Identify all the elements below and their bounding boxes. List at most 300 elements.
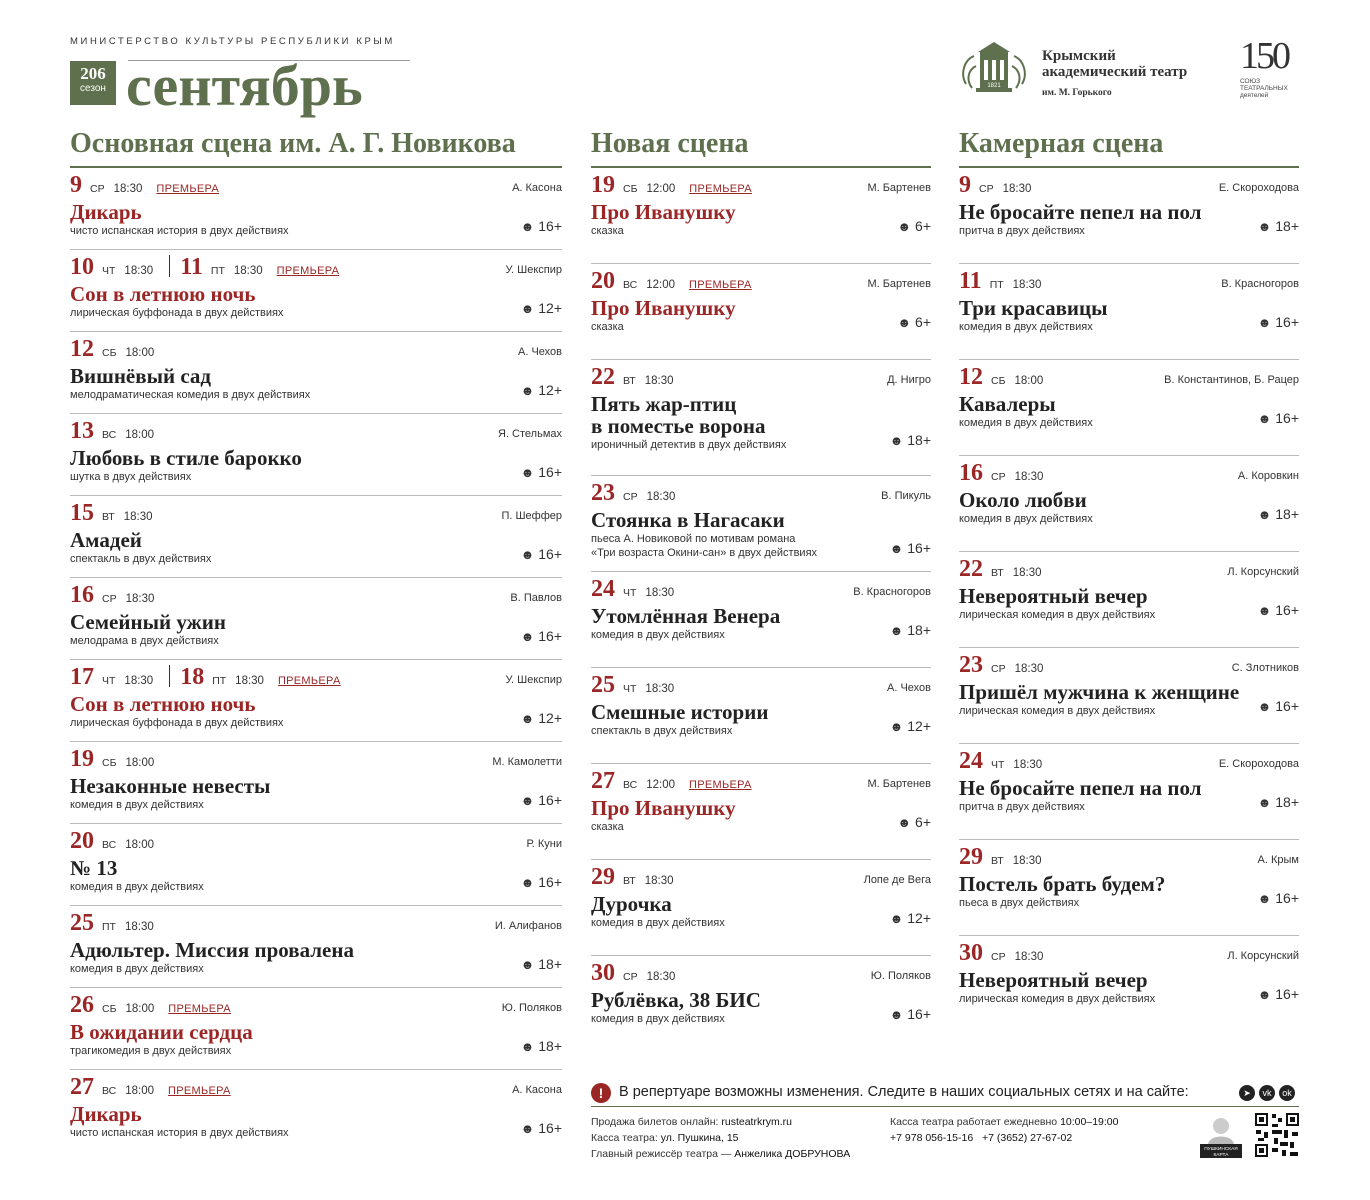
age-rating-value: 16+ bbox=[538, 792, 562, 808]
event-day: 17 bbox=[70, 664, 94, 690]
event-title bbox=[70, 857, 117, 879]
event-time: 12:00 bbox=[646, 279, 676, 291]
theatre-mask-icon: ☻ bbox=[889, 719, 904, 734]
event-date-line bbox=[591, 672, 674, 702]
event-weekday: ВС bbox=[102, 1085, 117, 1097]
age-rating bbox=[897, 314, 931, 330]
age-rating bbox=[521, 382, 562, 398]
event-date-line bbox=[70, 582, 154, 612]
age-rating-value: 16+ bbox=[1275, 602, 1299, 618]
event-card bbox=[70, 660, 562, 742]
event-description: комедия в двух действиях bbox=[959, 321, 1093, 333]
event-card bbox=[70, 414, 562, 496]
footer-right bbox=[890, 1114, 1118, 1146]
event-title-line1: Пять жар-птиц bbox=[591, 392, 737, 416]
event-day: 24 bbox=[959, 748, 983, 774]
event-date-line bbox=[591, 364, 674, 394]
theatre-name-line3: им. М. Горького bbox=[1042, 88, 1112, 98]
event-author: В. Пикуль bbox=[881, 490, 931, 502]
event-weekday: ПТ bbox=[989, 279, 1004, 291]
event-title-line1: Смешные истории bbox=[591, 700, 769, 724]
column-title: Новая сцена bbox=[591, 124, 931, 168]
event-time: 18:30 bbox=[1014, 471, 1044, 483]
ok-icon[interactable]: ok bbox=[1279, 1085, 1295, 1101]
theatre-name bbox=[1042, 48, 1187, 101]
event-date-line bbox=[70, 746, 154, 776]
event-author: Ю. Поляков bbox=[501, 1002, 562, 1014]
event-description: комедия в двух действиях bbox=[591, 1013, 725, 1025]
event-time: 12:00 bbox=[646, 183, 676, 195]
age-rating bbox=[1258, 314, 1299, 330]
tickets-label: Продажа билетов онлайн: bbox=[591, 1116, 719, 1128]
age-rating bbox=[521, 546, 562, 562]
telegram-icon[interactable]: ➤ bbox=[1239, 1085, 1255, 1101]
event-weekday: ВС bbox=[623, 779, 638, 791]
event-card bbox=[70, 578, 562, 660]
theatre-mask-icon: ☻ bbox=[1257, 315, 1272, 330]
event-day: 16 bbox=[959, 460, 983, 486]
event-weekday: ЧТ bbox=[102, 675, 116, 687]
event-title-line1: № 13 bbox=[70, 856, 118, 880]
theatre-mask-icon: ☻ bbox=[897, 815, 912, 830]
event-description: сказка bbox=[591, 821, 624, 833]
event-time: 18:00 bbox=[125, 757, 155, 769]
event-card bbox=[70, 332, 562, 414]
event-title bbox=[959, 585, 1148, 607]
event-date-line bbox=[959, 460, 1043, 490]
event-card bbox=[591, 360, 931, 476]
age-rating-value: 12+ bbox=[907, 910, 931, 926]
event-day: 25 bbox=[591, 672, 615, 698]
event-title-line1: Семейный ужин bbox=[70, 610, 226, 634]
theatre-mask-icon: ☻ bbox=[520, 383, 535, 398]
event-title-line1: Амадей bbox=[70, 528, 142, 552]
event-title bbox=[591, 393, 765, 437]
event-card bbox=[591, 264, 931, 360]
theatre-mask-icon: ☻ bbox=[1257, 699, 1272, 714]
event-title bbox=[70, 1103, 142, 1125]
event-card bbox=[959, 648, 1299, 744]
theatre-name-line2: академический театр bbox=[1042, 64, 1188, 80]
event-list bbox=[959, 168, 1299, 1031]
premiere-badge: ПРЕМЬЕРА bbox=[276, 265, 340, 277]
event-day: 12 bbox=[70, 336, 94, 362]
event-date-line bbox=[959, 172, 1031, 202]
theatre-mask-icon: ☻ bbox=[520, 547, 535, 562]
event-author: И. Алифанов bbox=[494, 920, 562, 932]
phone-1[interactable]: +7 978 056-15-16 bbox=[890, 1132, 974, 1144]
event-day: 26 bbox=[70, 992, 94, 1018]
event-title bbox=[70, 529, 142, 551]
event-day: 29 bbox=[959, 844, 983, 870]
event-description: «Три возраста Окини-сан» в двух действиях bbox=[591, 547, 818, 559]
event-day: 12 bbox=[959, 364, 983, 390]
age-rating-value: 18+ bbox=[538, 1038, 562, 1054]
theatre-name-line1: Крымский bbox=[1042, 48, 1116, 64]
event-date-line bbox=[70, 172, 219, 202]
event-day: 18 bbox=[180, 664, 205, 690]
event-weekday: ВТ bbox=[991, 855, 1004, 867]
event-author: А. Касона bbox=[512, 1084, 562, 1096]
premiere-badge: ПРЕМЬЕРА bbox=[689, 183, 752, 195]
event-description: комедия в двух действиях bbox=[959, 417, 1093, 429]
age-rating-value: 12+ bbox=[907, 718, 931, 734]
event-time: 18:00 bbox=[125, 347, 155, 359]
event-time: 18:30 bbox=[123, 511, 153, 523]
event-card bbox=[959, 168, 1299, 264]
event-description: трагикомедия в двух действиях bbox=[70, 1045, 232, 1057]
phone-2[interactable]: +7 (3652) 27-67-02 bbox=[981, 1132, 1073, 1144]
premiere-badge: ПРЕМЬЕРА bbox=[277, 675, 341, 687]
event-date-line bbox=[959, 940, 1043, 970]
age-rating-value: 6+ bbox=[915, 314, 931, 330]
event-weekday: СР bbox=[991, 471, 1006, 483]
event-description: сказка bbox=[591, 321, 624, 333]
event-date-line bbox=[959, 652, 1043, 682]
age-rating-value: 16+ bbox=[538, 546, 562, 562]
theatre-mask-icon: ☻ bbox=[520, 465, 535, 480]
event-author: Е. Скороходова bbox=[1218, 758, 1299, 770]
age-rating bbox=[890, 910, 931, 926]
event-author: М. Бартенев bbox=[867, 182, 931, 194]
event-description: лирическая комедия в двух действиях bbox=[959, 705, 1156, 717]
event-weekday: ВТ bbox=[991, 567, 1004, 579]
event-title-line1: Дикарь bbox=[70, 200, 142, 224]
event-title bbox=[70, 283, 255, 305]
event-description: пьеса А. Новиковой по мотивам романа bbox=[591, 533, 796, 545]
event-author: А. Касона bbox=[512, 182, 562, 194]
event-weekday: ВТ bbox=[102, 511, 115, 523]
event-time: 18:30 bbox=[1012, 855, 1042, 867]
event-card bbox=[591, 668, 931, 764]
event-time: 18:30 bbox=[124, 265, 154, 277]
event-description: комедия в двух действиях bbox=[959, 513, 1093, 525]
event-time: 18:30 bbox=[645, 587, 675, 599]
event-author: В. Красногоров bbox=[853, 586, 931, 598]
event-time: 18:00 bbox=[125, 839, 155, 851]
event-weekday: СБ bbox=[102, 347, 117, 359]
box-label: Касса театра: bbox=[591, 1132, 658, 1144]
theatre-mask-icon: ☻ bbox=[520, 301, 535, 316]
event-day: 20 bbox=[591, 268, 615, 294]
vk-icon[interactable]: vk bbox=[1259, 1085, 1275, 1101]
event-day: 13 bbox=[70, 418, 94, 444]
event-weekday: СБ bbox=[102, 1003, 117, 1015]
event-title bbox=[959, 873, 1165, 895]
event-date-line bbox=[591, 960, 675, 990]
event-date-line bbox=[959, 844, 1042, 874]
event-time: 18:30 bbox=[645, 683, 675, 695]
event-day: 30 bbox=[959, 940, 983, 966]
event-date-line bbox=[70, 500, 153, 530]
age-rating-value: 18+ bbox=[538, 956, 562, 972]
age-rating bbox=[521, 300, 562, 316]
age-rating-value: 16+ bbox=[1275, 314, 1299, 330]
event-author: М. Бартенев bbox=[867, 778, 931, 790]
event-title-line1: Сон в летнюю ночь bbox=[70, 282, 256, 306]
event-date-line bbox=[959, 364, 1043, 394]
event-description: шутка в двух действиях bbox=[70, 471, 192, 483]
event-card bbox=[70, 906, 562, 988]
event-list bbox=[70, 168, 562, 1151]
age-rating bbox=[521, 874, 562, 890]
event-time: 18:30 bbox=[233, 265, 263, 277]
event-description: пьеса в двух действиях bbox=[959, 897, 1080, 909]
age-rating-value: 16+ bbox=[538, 874, 562, 890]
event-card bbox=[70, 496, 562, 578]
event-title-line1: Утомлённая Венера bbox=[591, 604, 781, 628]
event-description: спектакль в двух действиях bbox=[70, 553, 212, 565]
event-day: 25 bbox=[70, 910, 94, 936]
event-author: Я. Стельмах bbox=[498, 428, 562, 440]
event-card bbox=[70, 988, 562, 1070]
event-author: В. Павлов bbox=[510, 592, 562, 604]
event-day: 23 bbox=[591, 480, 615, 506]
event-title bbox=[959, 489, 1087, 511]
tickets-link[interactable]: rusteatrkrym.ru bbox=[721, 1116, 792, 1128]
age-rating-value: 6+ bbox=[915, 218, 931, 234]
event-date-line bbox=[70, 910, 154, 940]
event-card bbox=[70, 250, 562, 332]
event-title bbox=[959, 777, 1201, 799]
event-date-line bbox=[959, 268, 1041, 298]
age-rating bbox=[521, 628, 562, 644]
theatre-mask-icon: ☻ bbox=[897, 315, 912, 330]
event-author: А. Коровкин bbox=[1237, 470, 1299, 482]
qr-code[interactable] bbox=[1254, 1112, 1300, 1158]
age-rating-value: 18+ bbox=[1275, 218, 1299, 234]
event-title-line1: Любовь в стиле барокко bbox=[70, 446, 302, 470]
theatre-mask-icon: ☻ bbox=[1257, 891, 1272, 906]
event-date-line bbox=[591, 172, 752, 202]
event-title-line1: Сон в летнюю ночь bbox=[70, 692, 256, 716]
event-card bbox=[959, 840, 1299, 936]
event-weekday: ЧТ bbox=[102, 265, 116, 277]
theatre-mask-icon: ☻ bbox=[520, 793, 535, 808]
event-date-line bbox=[591, 480, 675, 510]
logo-year: 1821 bbox=[987, 83, 1001, 89]
event-description: лирическая комедия в двух действиях bbox=[959, 993, 1156, 1005]
event-day: 22 bbox=[591, 364, 615, 390]
event-weekday: ЧТ bbox=[623, 587, 637, 599]
theatre-mask-icon: ☻ bbox=[889, 623, 904, 638]
event-description: мелодрама в двух действиях bbox=[70, 635, 219, 647]
event-date-line bbox=[591, 768, 752, 798]
new-stage-column bbox=[591, 124, 931, 1051]
event-description: лирическая комедия в двух действиях bbox=[959, 609, 1156, 621]
event-author: Л. Корсунский bbox=[1227, 950, 1299, 962]
age-rating-value: 12+ bbox=[538, 300, 562, 316]
theatre-mask-icon: ☻ bbox=[520, 957, 535, 972]
event-time: 18:30 bbox=[1014, 951, 1044, 963]
event-description: чисто испанская история в двух действиях bbox=[70, 1127, 289, 1139]
event-date-line bbox=[70, 828, 154, 858]
event-title bbox=[959, 201, 1201, 223]
event-description: притча в двух действиях bbox=[959, 225, 1085, 237]
event-title-line1: Невероятный вечер bbox=[959, 584, 1148, 608]
event-date-line bbox=[959, 748, 1042, 778]
event-title bbox=[70, 939, 354, 961]
svg-text:ПУШКИНСКАЯ: ПУШКИНСКАЯ bbox=[1204, 1147, 1238, 1152]
event-description: притча в двух действиях bbox=[959, 801, 1085, 813]
event-title bbox=[959, 681, 1239, 703]
anniversary-number: 150 bbox=[1240, 35, 1288, 77]
event-weekday: ПТ bbox=[210, 265, 225, 277]
age-rating bbox=[521, 792, 562, 808]
ministry-line: МИНИСТЕРСТВО КУЛЬТУРЫ РЕСПУБЛИКИ КРЫМ bbox=[70, 36, 395, 47]
event-day: 27 bbox=[70, 1074, 94, 1100]
age-rating-value: 16+ bbox=[538, 628, 562, 644]
svg-text:КАРТА: КАРТА bbox=[1213, 1153, 1229, 1158]
event-day: 29 bbox=[591, 864, 615, 890]
event-weekday: ЧТ bbox=[623, 683, 637, 695]
age-rating bbox=[521, 218, 562, 234]
event-title-line1: Незаконные невесты bbox=[70, 774, 271, 798]
event-weekday: ПТ bbox=[212, 675, 227, 687]
event-time: 18:30 bbox=[646, 491, 676, 503]
event-description: ироничный детектив в двух действиях bbox=[591, 439, 787, 451]
event-description: комедия в двух действиях bbox=[70, 799, 204, 811]
theatre-mask-icon: ☻ bbox=[520, 1121, 535, 1136]
event-weekday: СР bbox=[623, 491, 638, 503]
event-card bbox=[959, 360, 1299, 456]
age-rating bbox=[1258, 218, 1299, 234]
event-date-line bbox=[70, 1074, 231, 1104]
event-title-line1: Не бросайте пепел на пол bbox=[959, 200, 1202, 224]
event-time: 18:30 bbox=[124, 921, 154, 933]
age-rating bbox=[890, 540, 931, 556]
event-title-line1: Дурочка bbox=[591, 892, 672, 916]
event-description: чисто испанская история в двух действиях bbox=[70, 225, 289, 237]
event-title bbox=[959, 393, 1056, 415]
event-day: 11 bbox=[180, 254, 203, 280]
pushkin-card-logo bbox=[1198, 1114, 1244, 1160]
event-date-line bbox=[70, 336, 154, 366]
event-description: спектакль в двух действиях bbox=[591, 725, 733, 737]
event-title bbox=[70, 447, 302, 469]
event-title-line1: Три красавицы bbox=[959, 296, 1108, 320]
age-rating bbox=[521, 464, 562, 480]
event-time: 18:00 bbox=[125, 1085, 155, 1097]
event-card bbox=[591, 956, 931, 1051]
event-time: 12:00 bbox=[646, 779, 676, 791]
event-time: 18:00 bbox=[1014, 375, 1044, 387]
event-weekday: СБ bbox=[102, 757, 117, 769]
event-card bbox=[591, 860, 931, 956]
event-title bbox=[70, 365, 211, 387]
event-title bbox=[70, 693, 255, 715]
season-number: 206 bbox=[80, 64, 106, 83]
event-description: комедия в двух действиях bbox=[70, 881, 204, 893]
hours-value: 10:00–19:00 bbox=[1060, 1116, 1119, 1128]
event-time: 18:30 bbox=[1002, 183, 1032, 195]
age-rating bbox=[890, 718, 931, 734]
age-rating bbox=[1258, 794, 1299, 810]
event-time: 18:00 bbox=[125, 1003, 155, 1015]
event-author: Ю. Поляков bbox=[870, 970, 931, 982]
event-title bbox=[591, 201, 736, 223]
event-time: 18:30 bbox=[235, 675, 264, 687]
anniversary-text: СОЮЗ ТЕАТРАЛЬНЫХ деятелей bbox=[1240, 78, 1288, 99]
event-date-line bbox=[591, 576, 674, 606]
theatre-mask-icon: ☻ bbox=[520, 711, 535, 726]
age-rating bbox=[521, 1038, 562, 1054]
event-title bbox=[591, 509, 785, 531]
event-time: 18:30 bbox=[646, 971, 676, 983]
age-rating bbox=[1258, 698, 1299, 714]
theatre-mask-icon: ☻ bbox=[520, 875, 535, 890]
theatre-mask-icon: ☻ bbox=[520, 1039, 535, 1054]
event-title-line1: Невероятный вечер bbox=[959, 968, 1148, 992]
event-weekday: СР bbox=[623, 971, 638, 983]
theatre-mask-icon: ☻ bbox=[897, 219, 912, 234]
age-rating bbox=[890, 1006, 931, 1022]
age-rating-value: 18+ bbox=[907, 432, 931, 448]
event-author: В. Красногоров bbox=[1221, 278, 1299, 290]
theatre-mask-icon: ☻ bbox=[889, 433, 904, 448]
event-day: 9 bbox=[959, 172, 971, 198]
theatre-mask-icon: ☻ bbox=[1257, 795, 1272, 810]
event-time: 18:30 bbox=[1014, 663, 1044, 675]
event-title-line2: в поместье ворона bbox=[591, 414, 766, 438]
theatre-logo bbox=[958, 38, 1030, 100]
event-card bbox=[959, 456, 1299, 552]
event-title bbox=[591, 701, 768, 723]
event-card bbox=[959, 936, 1299, 1031]
age-rating bbox=[1258, 602, 1299, 618]
exclamation-icon: ! bbox=[591, 1083, 611, 1103]
event-day: 9 bbox=[70, 172, 82, 198]
event-day: 16 bbox=[70, 582, 94, 608]
event-author: В. Константинов, Б. Рацер bbox=[1164, 374, 1299, 386]
event-title-line1: Про Иванушку bbox=[591, 296, 736, 320]
event-weekday: СР bbox=[991, 951, 1006, 963]
hours-label: Касса театра работает ежедневно bbox=[890, 1116, 1058, 1128]
event-title-line1: Вишнёвый сад bbox=[70, 364, 212, 388]
age-rating bbox=[1258, 410, 1299, 426]
month-title: сентябрь bbox=[126, 53, 363, 118]
event-author: М. Бартенев bbox=[867, 278, 931, 290]
theatre-mask-icon: ☻ bbox=[1257, 219, 1272, 234]
date-separator bbox=[169, 255, 170, 277]
column-title: Камерная сцена bbox=[959, 124, 1299, 168]
season-badge bbox=[70, 61, 116, 105]
date-separator bbox=[169, 665, 170, 687]
director-name: Анжелика ДОБРУНОВА bbox=[734, 1148, 851, 1160]
season-label: сезон bbox=[80, 83, 106, 94]
event-day: 10 bbox=[70, 254, 94, 280]
event-date-line bbox=[959, 556, 1042, 586]
event-title-line1: Около любви bbox=[959, 488, 1087, 512]
age-rating bbox=[1258, 506, 1299, 522]
age-rating-value: 6+ bbox=[915, 814, 931, 830]
event-title bbox=[959, 969, 1148, 991]
age-rating bbox=[897, 814, 931, 830]
event-time: 18:30 bbox=[1012, 279, 1042, 291]
event-author: Е. Скороходова bbox=[1218, 182, 1299, 194]
event-weekday: СР bbox=[991, 663, 1006, 675]
event-title bbox=[591, 893, 672, 915]
event-title-line1: Стоянка в Нагасаки bbox=[591, 508, 785, 532]
event-title-line1: Про Иванушку bbox=[591, 200, 736, 224]
event-title bbox=[591, 797, 736, 819]
event-time: 18:30 bbox=[644, 875, 674, 887]
age-rating bbox=[897, 218, 931, 234]
theatre-mask-icon: ☻ bbox=[1257, 507, 1272, 522]
age-rating bbox=[521, 956, 562, 972]
event-card bbox=[591, 572, 931, 668]
event-author: А. Чехов bbox=[518, 346, 562, 358]
